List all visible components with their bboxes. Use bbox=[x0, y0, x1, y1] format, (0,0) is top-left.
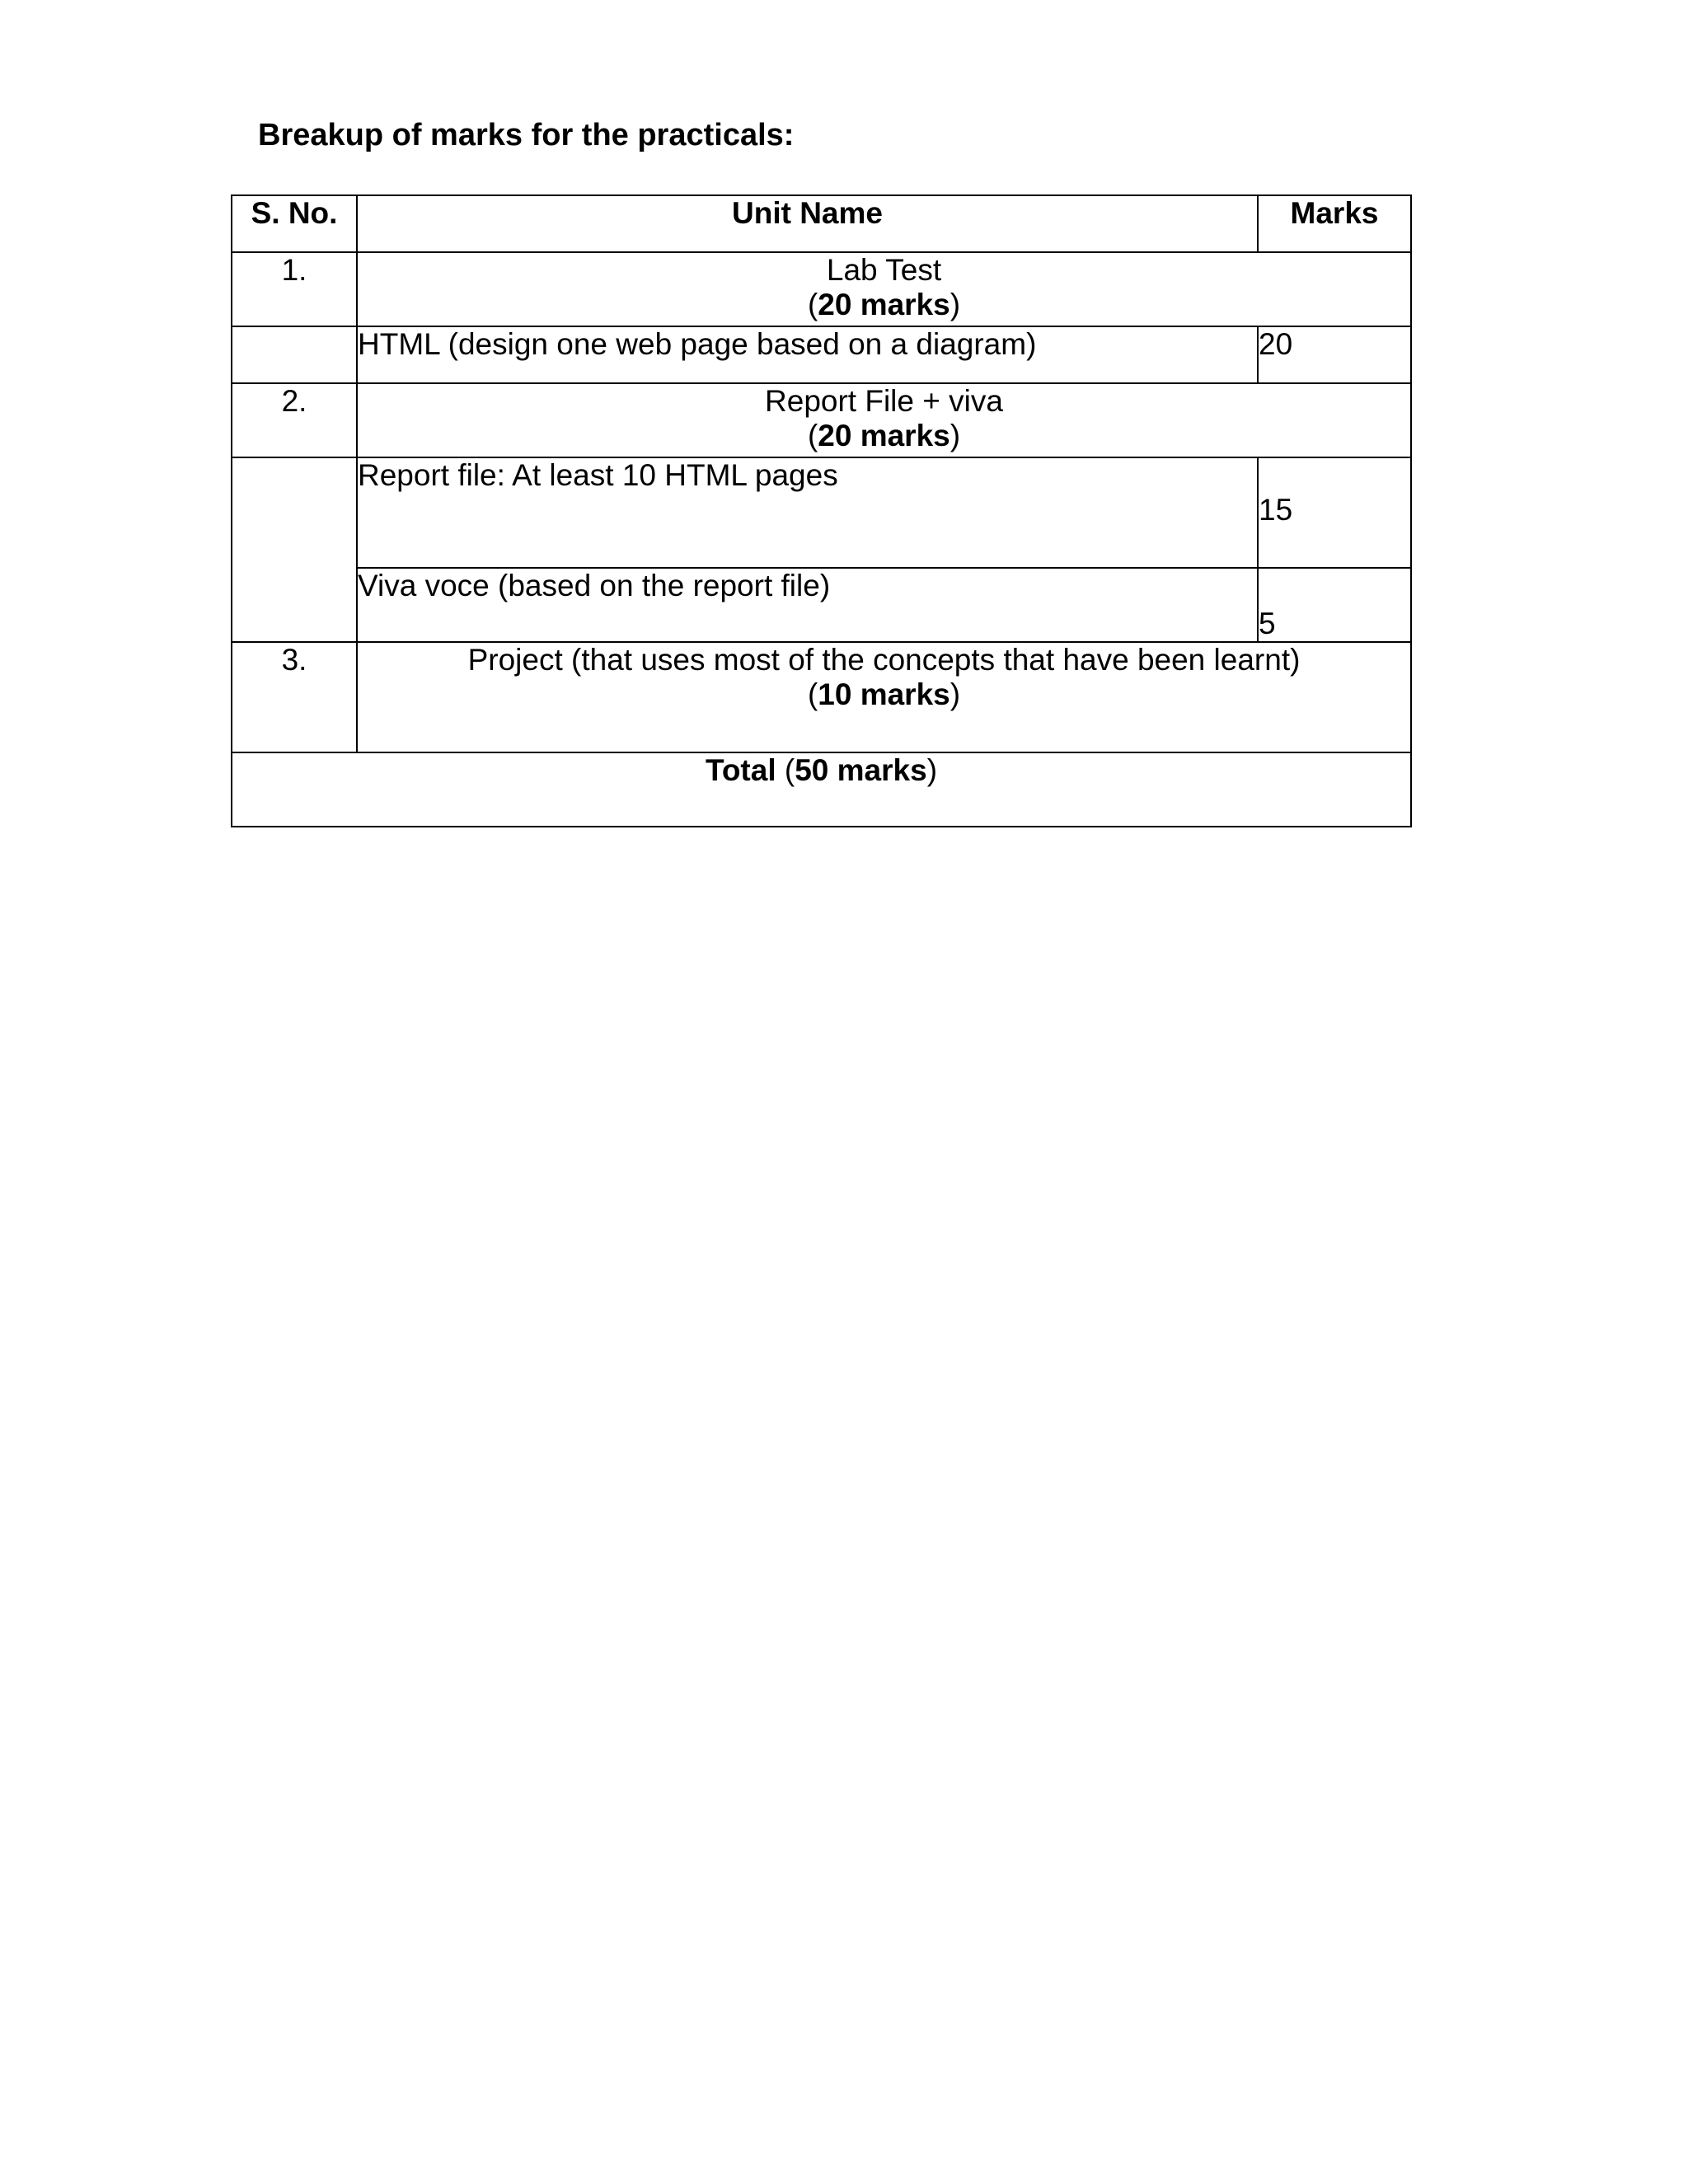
section-sno: 2. bbox=[232, 383, 357, 457]
total-row bbox=[232, 752, 1411, 827]
section-subtotal: (20 marks) bbox=[807, 288, 961, 321]
section-title-cell bbox=[357, 642, 1411, 752]
table-header-row bbox=[232, 195, 1411, 252]
section-subtotal: (20 marks) bbox=[807, 419, 961, 452]
section-subtotal-marks: 20 marks bbox=[818, 288, 950, 321]
item-name: Report file: At least 10 HTML pages bbox=[357, 457, 1258, 568]
section-subtotal-marks: 20 marks bbox=[818, 419, 950, 452]
section-row bbox=[232, 383, 1411, 457]
item-sno-empty bbox=[232, 326, 357, 383]
section-title-cell bbox=[357, 252, 1411, 326]
item-row bbox=[232, 326, 1411, 383]
item-marks: 20 bbox=[1258, 326, 1411, 383]
marks-breakup-table bbox=[231, 194, 1412, 827]
page-title: Breakup of marks for the practicals: bbox=[258, 118, 795, 152]
item-row bbox=[232, 457, 1411, 568]
section-title: Lab Test bbox=[826, 253, 942, 287]
item-name: HTML (design one web page based on a diagram) bbox=[357, 326, 1258, 383]
item-marks: 15 bbox=[1258, 457, 1411, 568]
section-title-cell bbox=[357, 383, 1411, 457]
section-sno: 3. bbox=[232, 642, 357, 752]
header-marks: Marks bbox=[1258, 195, 1411, 252]
total-marks: 50 marks bbox=[795, 753, 927, 787]
header-sno: S. No. bbox=[232, 195, 357, 252]
total-label: Total bbox=[705, 753, 776, 787]
item-row bbox=[232, 568, 1411, 642]
item-sno-empty bbox=[232, 457, 357, 642]
section-title: Report File + viva bbox=[765, 384, 1003, 418]
section-title: Project (that uses most of the concepts that have been learnt) bbox=[467, 643, 1301, 677]
section-row bbox=[232, 252, 1411, 326]
section-row bbox=[232, 642, 1411, 752]
header-unit-name: Unit Name bbox=[357, 195, 1258, 252]
section-sno: 1. bbox=[232, 252, 357, 326]
section-subtotal-marks: 10 marks bbox=[818, 677, 950, 711]
item-name: Viva voce (based on the report file) bbox=[357, 568, 1258, 642]
total-cell: Total (50 marks) bbox=[232, 752, 1411, 827]
item-marks: 5 bbox=[1258, 568, 1411, 642]
section-subtotal: (10 marks) bbox=[807, 677, 961, 711]
